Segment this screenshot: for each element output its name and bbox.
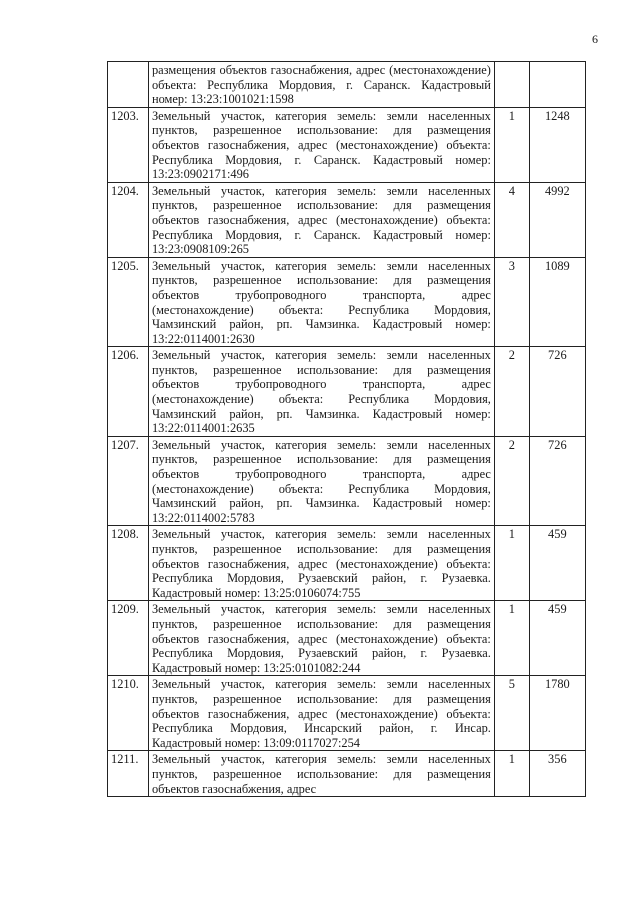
plot-count-cell: 2 bbox=[494, 347, 529, 437]
plot-description-cell: Земельный участок, категория земель: земли населенных пунктов, разрешенное использование: для размещения объектов газоснабжения, адрес (местонахождение) объекта: Республика Мордовия, Рузаевский район, г. Рузаевка. Кадастровый номер: 13:25:0106074:755 bbox=[148, 526, 494, 601]
plot-count-cell: 1 bbox=[494, 601, 529, 676]
plot-count-cell: 5 bbox=[494, 676, 529, 751]
table-row bbox=[108, 347, 586, 437]
plot-area-cell: 356 bbox=[529, 751, 585, 797]
table-row bbox=[108, 436, 586, 526]
row-number-cell bbox=[108, 62, 149, 108]
table-row bbox=[108, 526, 586, 601]
plot-count-cell: 1 bbox=[494, 751, 529, 797]
plot-area-cell: 726 bbox=[529, 347, 585, 437]
plot-description-cell: Земельный участок, категория земель: земли населенных пунктов, разрешенное использование: для размещения объектов газоснабжения, адрес (местонахождение) объекта: Республика Мордовия, Инсарский район, г. Инсар. Кадастровый номер: 13:09:0117027:254 bbox=[148, 676, 494, 751]
row-number-cell: 1204. bbox=[108, 182, 149, 257]
plot-count-cell: 2 bbox=[494, 436, 529, 526]
land-plots-table bbox=[107, 61, 586, 797]
plot-count-cell bbox=[494, 62, 529, 108]
table-body bbox=[108, 62, 586, 797]
table-row bbox=[108, 751, 586, 797]
plot-count-cell: 1 bbox=[494, 107, 529, 182]
plot-area-cell: 459 bbox=[529, 601, 585, 676]
plot-area-cell bbox=[529, 62, 585, 108]
plot-count-cell: 4 bbox=[494, 182, 529, 257]
plot-description-cell: Земельный участок, категория земель: земли населенных пунктов, разрешенное использование: для размещения объектов трубопроводного транспорта, адрес (местонахождение) объекта: Республика Мордовия, Чамзинский район, рп. Чамзинка. Кадастровый номер: 13:22:0114002:5783 bbox=[148, 436, 494, 526]
plot-description-cell: Земельный участок, категория земель: земли населенных пунктов, разрешенное использование: для размещения объектов газоснабжения, адрес (местонахождение) объекта: Республика Мордовия, г. Саранск. Кадастровый номер: 13:23:0902171:496 bbox=[148, 107, 494, 182]
plot-area-cell: 4992 bbox=[529, 182, 585, 257]
table-row bbox=[108, 257, 586, 347]
plot-description-cell: Земельный участок, категория земель: земли населенных пунктов, разрешенное использование: для размещения объектов газоснабжения, адрес (местонахождение) объекта: Республика Мордовия, Рузаевский район, г. Рузаевка. Кадастровый номер: 13:25:0101082:244 bbox=[148, 601, 494, 676]
row-number-cell: 1211. bbox=[108, 751, 149, 797]
page-number: 6 bbox=[592, 32, 598, 46]
table-row bbox=[108, 676, 586, 751]
table-row bbox=[108, 62, 586, 108]
table-row bbox=[108, 601, 586, 676]
plot-description-cell: Земельный участок, категория земель: земли населенных пунктов, разрешенное использование: для размещения объектов газоснабжения, адрес (местонахождение) объекта: Республика Мордовия, г. Саранск. Кадастровый номер: 13:23:0908109:265 bbox=[148, 182, 494, 257]
row-number-cell: 1209. bbox=[108, 601, 149, 676]
plot-description-cell: Земельный участок, категория земель: земли населенных пунктов, разрешенное использование: для размещения объектов газоснабжения, адрес bbox=[148, 751, 494, 797]
table-row bbox=[108, 182, 586, 257]
plot-area-cell: 1780 bbox=[529, 676, 585, 751]
plot-description-cell: размещения объектов газоснабжения, адрес (местонахождение) объекта: Республика Мордовия, г. Саранск. Кадастровый номер: 13:23:1001021:1598 bbox=[148, 62, 494, 108]
row-number-cell: 1207. bbox=[108, 436, 149, 526]
plot-area-cell: 459 bbox=[529, 526, 585, 601]
plot-area-cell: 1248 bbox=[529, 107, 585, 182]
row-number-cell: 1203. bbox=[108, 107, 149, 182]
row-number-cell: 1210. bbox=[108, 676, 149, 751]
plot-area-cell: 726 bbox=[529, 436, 585, 526]
plot-count-cell: 1 bbox=[494, 526, 529, 601]
plot-description-cell: Земельный участок, категория земель: земли населенных пунктов, разрешенное использование: для размещения объектов трубопроводного транспорта, адрес (местонахождение) объекта: Республика Мордовия, Чамзинский район, рп. Чамзинка. Кадастровый номер: 13:22:0114001:2630 bbox=[148, 257, 494, 347]
plot-count-cell: 3 bbox=[494, 257, 529, 347]
row-number-cell: 1208. bbox=[108, 526, 149, 601]
row-number-cell: 1206. bbox=[108, 347, 149, 437]
plot-description-cell: Земельный участок, категория земель: земли населенных пунктов, разрешенное использование: для размещения объектов трубопроводного транспорта, адрес (местонахождение) объекта: Республика Мордовия, Чамзинский район, рп. Чамзинка. Кадастровый номер: 13:22:0114001:2635 bbox=[148, 347, 494, 437]
table-row bbox=[108, 107, 586, 182]
plot-area-cell: 1089 bbox=[529, 257, 585, 347]
row-number-cell: 1205. bbox=[108, 257, 149, 347]
